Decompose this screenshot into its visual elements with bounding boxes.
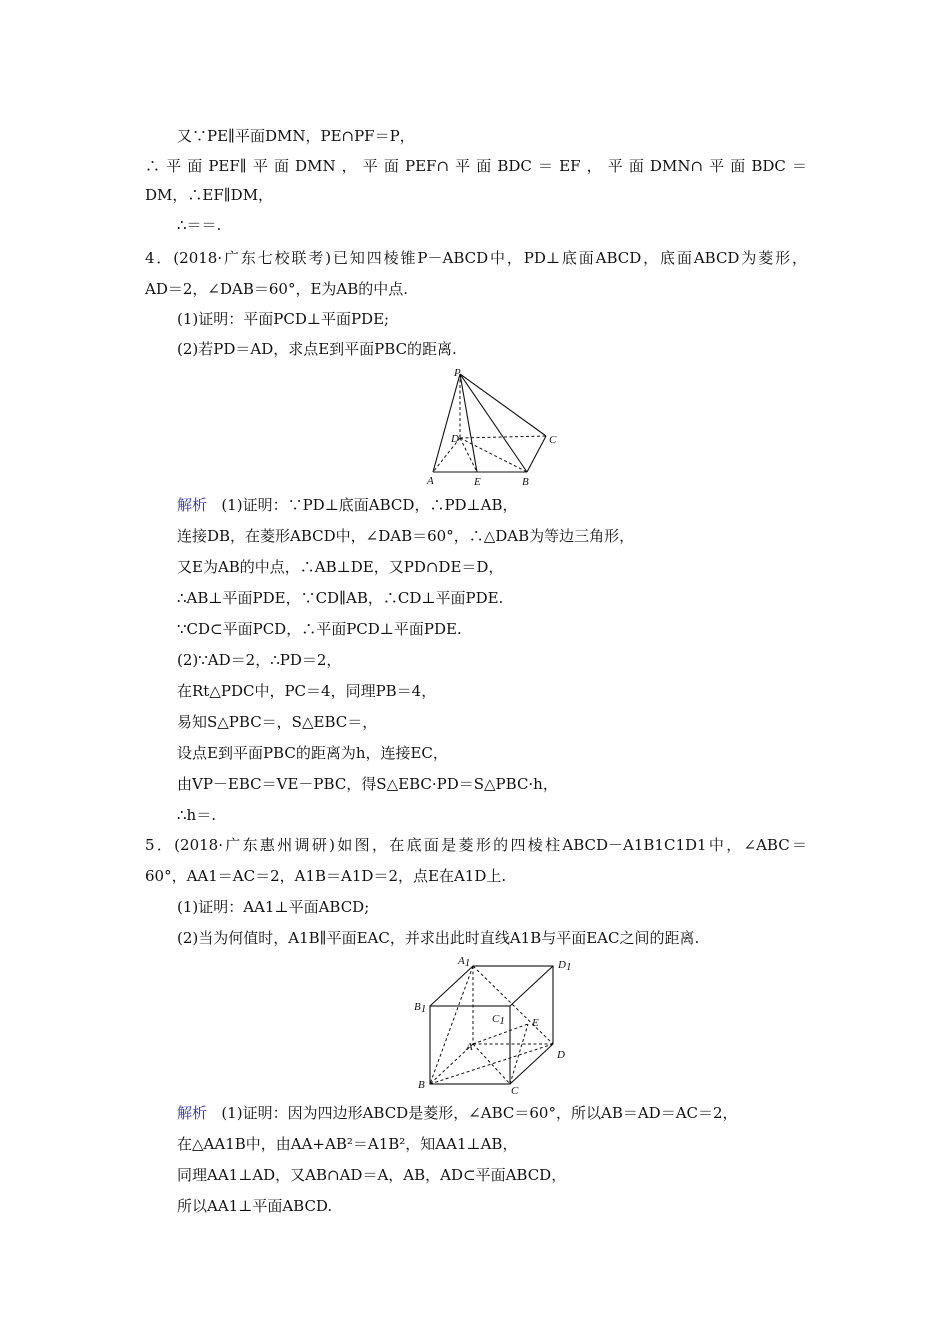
label-b: B: [522, 476, 529, 488]
label-c: C: [511, 1085, 519, 1094]
solution-4-line-4: ∴AB⊥平面PDE，∵CD∥AB，∴CD⊥平面PDE.: [177, 589, 504, 607]
line-01: 又∵PE∥平面DMN，PE∩PF＝P，: [177, 127, 415, 145]
problem-5-stem-cont: 60°，AA1＝AC＝2，A1B＝A1D＝2，点E在A1D上.: [145, 867, 507, 885]
solution-4-line-3: 又E为AB的中点，∴AB⊥DE，又PD∩DE＝D，: [177, 558, 504, 576]
problem-4-stem-cont: AD＝2，∠DAB＝60°，E为AB的中点.: [145, 280, 409, 298]
label-e: E: [474, 476, 481, 488]
problem-5-part-1: (1)证明：AA1⊥平面ABCD;: [177, 898, 370, 916]
line-03: DM，∴EF∥DM，: [145, 186, 274, 204]
solution-4-line-9: 设点E到平面PBC的距离为h，连接EC，: [177, 744, 448, 762]
label-e: E: [532, 1017, 539, 1029]
label-b1: B1: [414, 1001, 427, 1015]
solution-4-line-10: 由VP－EBC＝VE－PBC，得S△EBC·PD＝S△PBC·h，: [177, 775, 558, 793]
label-d: D: [451, 433, 459, 445]
solution-5-line-1: 解析 (1)证明：因为四边形ABCD是菱形，∠ABC＝60°，所以AB＝AD＝AC＝2，: [177, 1104, 738, 1122]
pyramid-figure: [420, 364, 565, 490]
solution-4-line-2: 连接DB，在菱形ABCD中，∠DAB＝60°，∴△DAB为等边三角形，: [177, 527, 635, 545]
solution-4-line-8: 易知S△PBC＝，S△EBC＝，: [177, 713, 378, 731]
solution-4-line-1: 解析 (1)证明：∵PD⊥底面ABCD，∴PD⊥AB，: [177, 496, 518, 514]
solution-tag: 解析: [177, 496, 208, 514]
label-c1: C1: [492, 1013, 505, 1027]
label-a: A: [466, 1041, 473, 1053]
solution-5-line-3: 同理AA1⊥AD，又AB∩AD＝A，AB，AD⊂平面ABCD，: [177, 1166, 567, 1184]
solution-5-line-2: 在△AA1B中，由AA+AB²＝A1B²，知AA1⊥AB，: [177, 1135, 518, 1153]
label-c: C: [549, 434, 557, 446]
label-d: D: [557, 1049, 565, 1061]
label-d1: D1: [558, 959, 572, 973]
problem-4-part-2: (2)若PD＝AD，求点E到平面PBC的距离.: [177, 340, 457, 358]
solution-4-line-11: ∴h＝.: [177, 806, 216, 824]
label-a1: A1: [458, 955, 471, 969]
problem-4-stem: 4．(2018·广东七校联考)已知四棱锥P－ABCD中，PD⊥底面ABCD，底面ABCD为菱形，: [145, 249, 807, 267]
line-02: ∴平面PEF∥平面DMN，平面PEF∩平面BDC＝EF，平面DMN∩平面BDC＝: [145, 157, 807, 175]
label-a: A: [427, 475, 434, 487]
solution-4-line-7: 在Rt△PDC中，PC＝4，同理PB＝4，: [177, 682, 437, 700]
prism-figure: [408, 954, 578, 1094]
problem-5-stem: 5．(2018·广东惠州调研)如图，在底面是菱形的四棱柱ABCD－A1B1C1D1中，∠ABC＝: [145, 836, 807, 854]
solution-5-line-4: 所以AA1⊥平面ABCD.: [177, 1197, 333, 1215]
solution-4-line-6: (2)∵AD＝2，∴PD＝2，: [177, 651, 342, 669]
problem-5-part-2: (2)当为何值时，A1B∥平面EAC，并求出此时直线A1B与平面EAC之间的距离.: [177, 929, 700, 947]
label-p: P: [454, 367, 461, 379]
line-04: ∴＝＝.: [177, 216, 222, 234]
solution-tag: 解析: [177, 1104, 208, 1122]
label-b: B: [418, 1079, 425, 1091]
solution-4-line-5: ∵CD⊂平面PCD，∴平面PCD⊥平面PDE.: [177, 620, 462, 638]
problem-4-part-1: (1)证明：平面PCD⊥平面PDE;: [177, 310, 390, 328]
